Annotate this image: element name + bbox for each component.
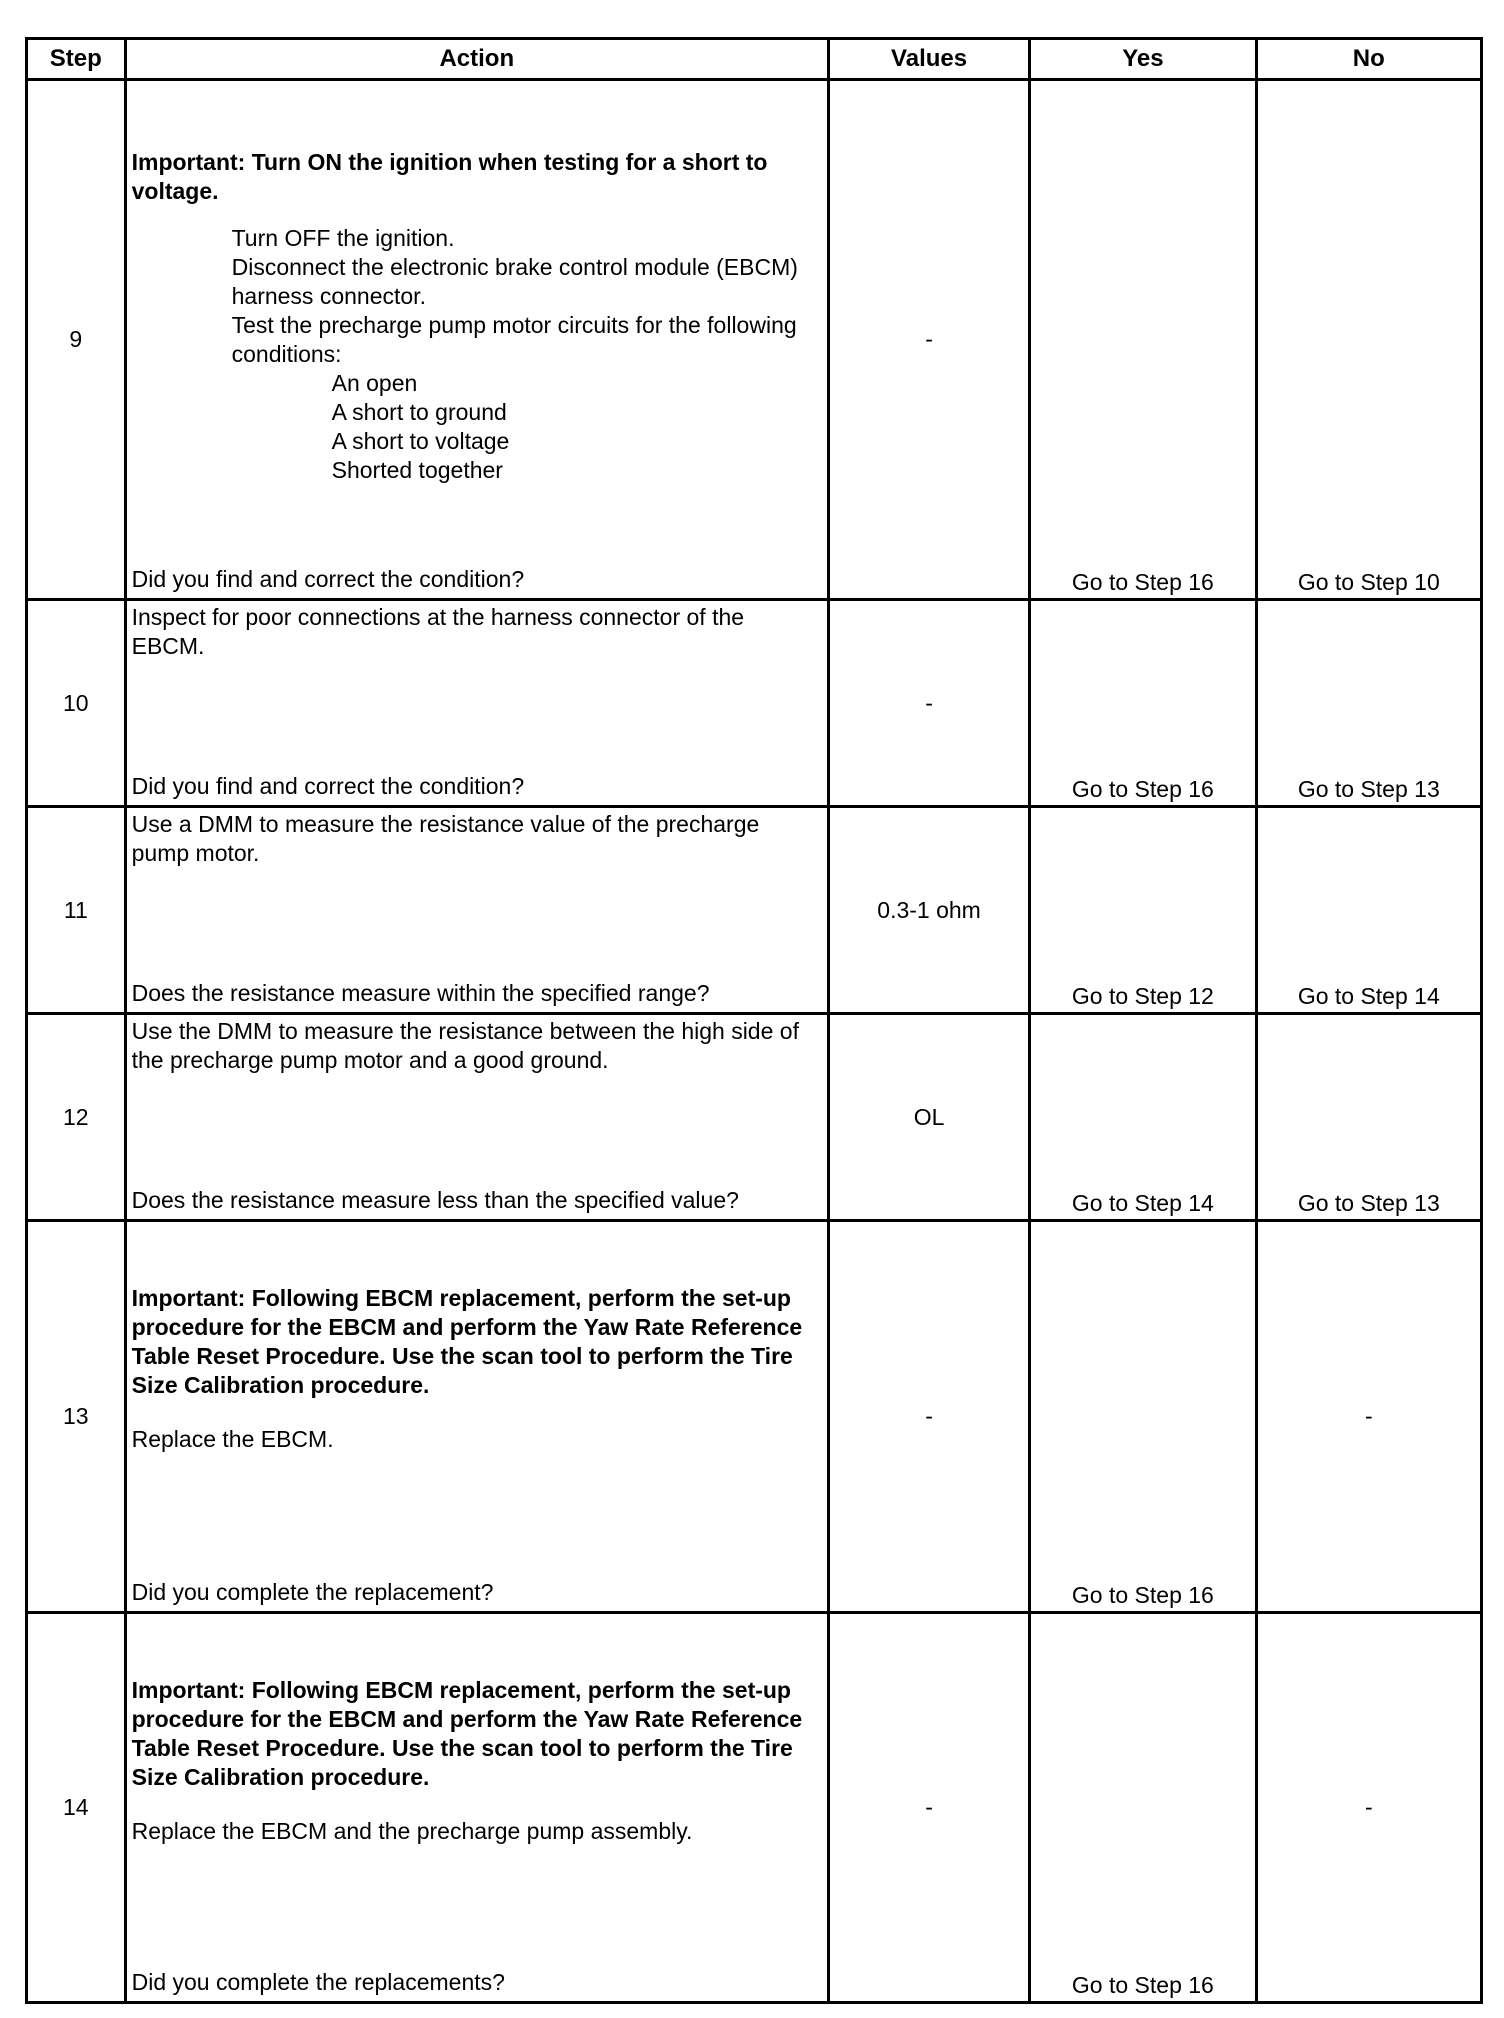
important-note: Important: Following EBCM replacement, perform the set-up procedure for the EBCM and perform the Yaw Rate Reference Table Reset Procedure. Use the scan tool to perform the Tire Size Calibration procedure. xyxy=(131,1677,803,1790)
no-cell xyxy=(1256,807,1481,1014)
important-note: Important: Turn ON the ignition when testing for a short to voltage. xyxy=(131,149,768,204)
question-text: Did you complete the replacement? xyxy=(131,1579,494,1605)
condition-item: A short to voltage xyxy=(331,428,510,454)
table-row xyxy=(27,80,1482,600)
question-text: Did you find and correct the condition? xyxy=(131,566,525,592)
no-cell xyxy=(1256,1014,1481,1221)
no-cell xyxy=(1256,80,1481,600)
yes-cell xyxy=(1030,600,1256,807)
yes-answer: Go to Step 12 xyxy=(1071,983,1214,1009)
condition-item: A short to ground xyxy=(331,399,507,425)
header-yes: Yes xyxy=(1030,39,1256,80)
yes-cell xyxy=(1030,80,1256,600)
values-cell: - xyxy=(828,600,1029,807)
procedure-step: Disconnect the electronic brake control module (EBCM) harness connector. xyxy=(231,254,798,309)
table-row xyxy=(27,600,1482,807)
action-cell xyxy=(125,600,828,807)
condition-item: An open xyxy=(331,370,418,396)
diagnostic-table xyxy=(25,37,1483,2004)
values-cell: - xyxy=(828,1221,1029,1613)
yes-cell xyxy=(1030,1221,1256,1613)
header-action: Action xyxy=(125,39,828,80)
table-row xyxy=(27,1014,1482,1221)
table-header-row xyxy=(27,39,1482,80)
no-answer: Go to Step 13 xyxy=(1297,1190,1440,1216)
table-row xyxy=(27,1613,1482,2003)
yes-answer: Go to Step 14 xyxy=(1071,1190,1214,1216)
values-cell: - xyxy=(828,1613,1029,2003)
step-number: 10 xyxy=(27,600,126,807)
no-cell: - xyxy=(1256,1221,1481,1613)
step-number: 9 xyxy=(27,80,126,600)
action-text: Replace the EBCM. xyxy=(131,1426,334,1452)
action-cell xyxy=(125,807,828,1014)
yes-answer: Go to Step 16 xyxy=(1071,1972,1214,1998)
condition-item: Shorted together xyxy=(331,457,503,483)
step-number: 13 xyxy=(27,1221,126,1613)
yes-answer: Go to Step 16 xyxy=(1071,1582,1214,1608)
action-text: Use a DMM to measure the resistance value of the precharge pump motor. xyxy=(131,811,760,866)
procedure-step: Turn OFF the ignition. xyxy=(231,225,455,251)
table-row xyxy=(27,807,1482,1014)
no-answer: Go to Step 14 xyxy=(1297,983,1440,1009)
action-cell xyxy=(125,80,828,600)
no-answer: Go to Step 10 xyxy=(1297,569,1440,595)
action-cell xyxy=(125,1613,828,2003)
values-cell: - xyxy=(828,80,1029,600)
table-row xyxy=(27,1221,1482,1613)
question-text: Did you find and correct the condition? xyxy=(131,773,525,799)
action-text: Use the DMM to measure the resistance between the high side of the precharge pump motor and a good ground. xyxy=(131,1018,799,1073)
no-answer: Go to Step 13 xyxy=(1297,776,1440,802)
no-cell xyxy=(1256,600,1481,807)
yes-answer: Go to Step 16 xyxy=(1071,569,1214,595)
question-text: Does the resistance measure within the specified range? xyxy=(131,980,710,1006)
step-number: 12 xyxy=(27,1014,126,1221)
step-number: 14 xyxy=(27,1613,126,2003)
important-note: Important: Following EBCM replacement, perform the set-up procedure for the EBCM and perform the Yaw Rate Reference Table Reset Procedure. Use the scan tool to perform the Tire Size Calibration procedure. xyxy=(131,1285,803,1398)
action-text: Inspect for poor connections at the harness connector of the EBCM. xyxy=(131,604,745,659)
action-cell xyxy=(125,1014,828,1221)
yes-answer: Go to Step 16 xyxy=(1071,776,1214,802)
header-no: No xyxy=(1256,39,1481,80)
action-text: Replace the EBCM and the precharge pump assembly. xyxy=(131,1818,693,1844)
header-step: Step xyxy=(27,39,126,80)
yes-cell xyxy=(1030,1613,1256,2003)
yes-cell xyxy=(1030,807,1256,1014)
values-cell: OL xyxy=(828,1014,1029,1221)
values-cell: 0.3-1 ohm xyxy=(828,807,1029,1014)
step-number: 11 xyxy=(27,807,126,1014)
yes-cell xyxy=(1030,1014,1256,1221)
action-cell xyxy=(125,1221,828,1613)
question-text: Did you complete the replacements? xyxy=(131,1969,505,1995)
no-cell: - xyxy=(1256,1613,1481,2003)
question-text: Does the resistance measure less than the specified value? xyxy=(131,1187,739,1213)
header-values: Values xyxy=(828,39,1029,80)
procedure-step: Test the precharge pump motor circuits for the following conditions: xyxy=(231,312,797,367)
